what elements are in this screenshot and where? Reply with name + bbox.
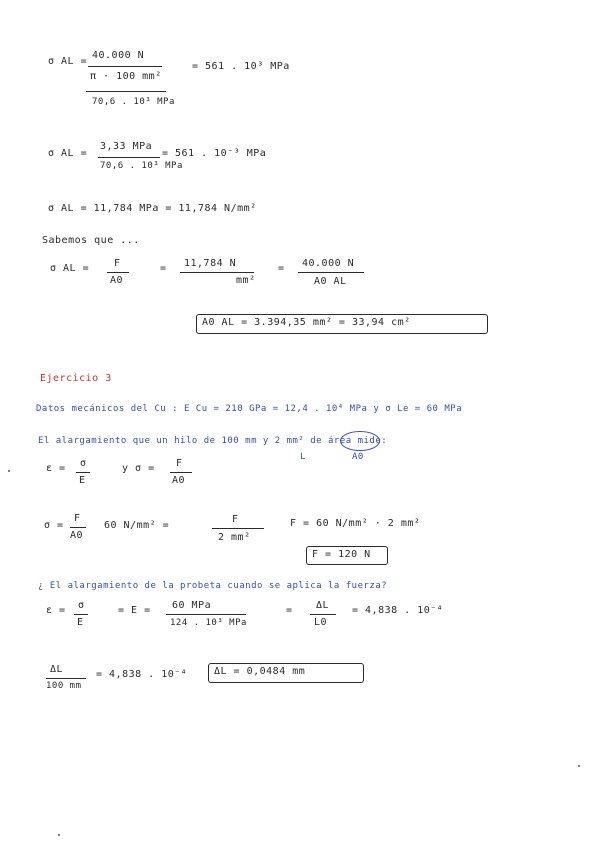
elongation-statement: El alargamiento que un hilo de 100 mm y 2 mm² de área mide: bbox=[38, 436, 388, 446]
eps2-result: = 4,838 . 10⁻⁴ bbox=[352, 605, 444, 616]
final-den: 100 mm bbox=[46, 681, 82, 691]
final-num: ΔL bbox=[50, 664, 64, 675]
sigma-num: F bbox=[74, 513, 81, 524]
equals-sign-4a: = bbox=[160, 263, 167, 274]
sigma-den: A0 bbox=[70, 530, 84, 541]
stray-mark-3 bbox=[578, 765, 580, 767]
force-equation: F = 60 N/mm² · 2 mm² bbox=[290, 518, 421, 529]
eps2-mid: = E = bbox=[118, 605, 151, 616]
fraction-bar-1 bbox=[88, 66, 162, 67]
sigma-bar bbox=[70, 527, 86, 528]
final-bar bbox=[46, 678, 86, 679]
eps2-eq: = bbox=[286, 605, 293, 616]
eps-num-2: F bbox=[176, 458, 183, 469]
final-mid: = 4,838 . 10⁻⁴ bbox=[96, 669, 188, 680]
sigma-mid: 60 N/mm² = bbox=[104, 520, 170, 531]
result-2: = 561 . 10⁻³ MPa bbox=[162, 148, 267, 159]
fraction-numerator-1: 40.000 N bbox=[92, 50, 145, 61]
eps-num-1: σ bbox=[80, 458, 87, 469]
fraction-denominator-4b: mm² bbox=[236, 275, 256, 286]
mechanical-data-line: Datos mecánicos del Cu : E Cu = 210 GPa = 12,4 . 10⁴ MPa y σ Le = 60 MPa bbox=[36, 404, 463, 414]
eps-den-1: E bbox=[79, 475, 86, 486]
exercise-heading: Ejercicio 3 bbox=[40, 373, 112, 384]
epsilon-label-2: ε = bbox=[46, 605, 66, 616]
eps2-den-1: E bbox=[77, 617, 84, 628]
eps2-den-2: 124 . 10³ MPa bbox=[170, 618, 247, 628]
sigma-den-2: 2 mm² bbox=[218, 532, 251, 543]
eps2-num-1: σ bbox=[78, 600, 85, 611]
eps2-den-3: L0 bbox=[314, 617, 328, 628]
eps-bar-2 bbox=[170, 472, 192, 473]
sigma-al-label-1: σ AL = bbox=[48, 56, 88, 67]
eps2-bar-2 bbox=[166, 614, 246, 615]
fraction-bar-4c bbox=[298, 272, 364, 273]
stray-mark-1 bbox=[8, 470, 10, 472]
sigma-num-2: F bbox=[232, 514, 239, 525]
sigma-label: σ = bbox=[44, 520, 64, 531]
fraction-denominator-1b: 70,6 . 10³ MPa bbox=[92, 97, 175, 107]
label-l-subscript: L bbox=[300, 452, 306, 462]
sigma-al-label-4: σ AL = bbox=[50, 263, 90, 274]
fraction-denominator-1: π · 100 mm² bbox=[90, 71, 162, 82]
fraction-numerator-4c: 40.000 N bbox=[302, 258, 355, 269]
sigma-al-value: σ AL = 11,784 MPa = 11,784 N/mm² bbox=[48, 203, 257, 214]
eps2-num-3: ΔL bbox=[316, 600, 330, 611]
fraction-numerator-4a: F bbox=[114, 258, 121, 269]
equals-sign-4b: = bbox=[278, 263, 285, 274]
label-a0-subscript: A0 bbox=[352, 452, 364, 462]
epsilon-label: ε = bbox=[46, 463, 66, 474]
force-result: F = 120 N bbox=[312, 549, 371, 560]
eps2-bar-1 bbox=[74, 614, 88, 615]
fraction-denominator-2: 70,6 . 10³ MPa bbox=[100, 161, 183, 171]
fraction-bar-4a bbox=[107, 272, 129, 273]
eps2-bar-3 bbox=[310, 614, 336, 615]
boxed-area-result: A0 AL = 3.394,35 mm² = 33,94 cm² bbox=[202, 317, 411, 328]
fraction-denominator-4c: A0 AL bbox=[314, 276, 347, 287]
area-circle-highlight bbox=[340, 431, 380, 451]
final-boxed-result: ΔL = 0,0484 mm bbox=[214, 666, 306, 677]
sigma-bar-2 bbox=[212, 528, 264, 529]
result-1: = 561 . 10³ MPa bbox=[192, 61, 290, 72]
eps-mid: y σ = bbox=[122, 463, 155, 474]
fraction-numerator-4b: 11,784 N bbox=[184, 258, 237, 269]
eps-den-2: A0 bbox=[172, 475, 186, 486]
eps2-num-2: 60 MPa bbox=[172, 600, 212, 611]
stray-mark-2 bbox=[58, 834, 60, 836]
fraction-denominator-4a: A0 bbox=[110, 275, 124, 286]
fraction-bar-2 bbox=[98, 157, 160, 158]
elongation-question: ¿ El alargamiento de la probeta cuando se aplica la fuerza? bbox=[38, 581, 388, 591]
sigma-al-label-2: σ AL = bbox=[48, 148, 88, 159]
eps-bar-1 bbox=[76, 472, 90, 473]
fraction-bar-1b bbox=[86, 91, 166, 92]
sabemos-que: Sabemos que ... bbox=[42, 235, 140, 246]
fraction-bar-4b bbox=[180, 272, 254, 273]
fraction-numerator-2: 3,33 MPa bbox=[100, 141, 153, 152]
